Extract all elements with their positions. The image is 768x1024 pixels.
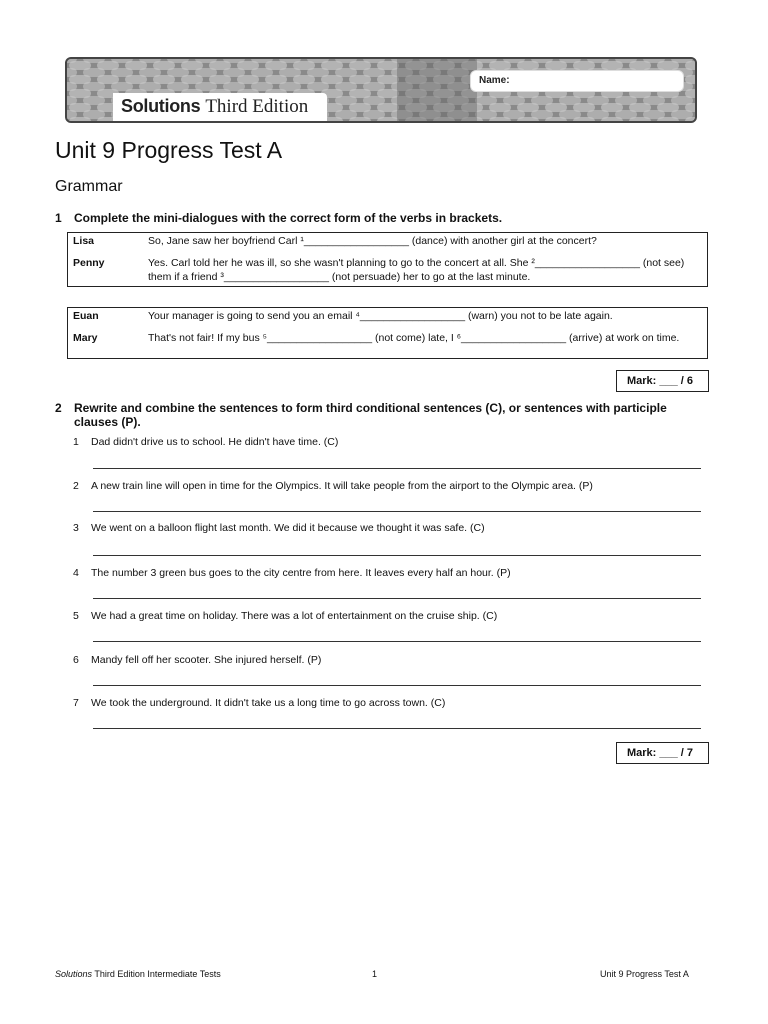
brand-edition: Third Edition bbox=[205, 96, 309, 117]
item-text: The number 3 green bus goes to the city centre from here. It leaves every half an hour. (P) bbox=[91, 567, 511, 579]
section-heading: Grammar bbox=[55, 178, 123, 195]
footer-series-name: Solutions bbox=[55, 969, 93, 979]
answer-line[interactable] bbox=[93, 598, 701, 599]
item-text: We went on a balloon flight last month. We did it because we thought it was safe. (C) bbox=[91, 522, 485, 534]
dialogue-text: Yes. Carl told her he was ill, so she wasn't planning to go to the concert at all. She ²__________________ (not see) them if a friend ³__________________ (not persuade) her to go at the last minute. bbox=[148, 257, 685, 283]
answer-line[interactable] bbox=[93, 555, 701, 556]
footer-book-title: Third Edition Intermediate Tests bbox=[92, 969, 221, 979]
speaker-name: Lisa bbox=[73, 235, 95, 247]
answer-line[interactable] bbox=[93, 641, 701, 642]
question-instruction: Rewrite and combine the sentences to form third conditional sentences (C), or sentences with participle clauses (P). bbox=[74, 401, 667, 429]
dialogue-box bbox=[67, 307, 708, 359]
mark-box[interactable]: Mark: ___ / 7 bbox=[616, 742, 709, 764]
item-text: Dad didn't drive us to school. He didn't have time. (C) bbox=[91, 436, 339, 448]
answer-line[interactable] bbox=[93, 468, 701, 469]
dialogue-text: That's not fair! If my bus ⁵__________________ (not come) late, I ⁶__________________ (arrive) at work on time. bbox=[148, 332, 680, 344]
dialogue-text: Your manager is going to send you an email ⁴__________________ (warn) you not to be late again. bbox=[148, 310, 613, 322]
item-text: Mandy fell off her scooter. She injured herself. (P) bbox=[91, 654, 322, 666]
mark-box[interactable]: Mark: ___ / 6 bbox=[616, 370, 709, 392]
footer-right: Unit 9 Progress Test A bbox=[600, 969, 689, 979]
question-number: 1 bbox=[55, 211, 62, 225]
name-field[interactable] bbox=[470, 70, 684, 92]
answer-line[interactable] bbox=[93, 511, 701, 512]
page-title: Unit 9 Progress Test A bbox=[55, 137, 283, 163]
item-number: 3 bbox=[73, 522, 79, 534]
answer-line[interactable] bbox=[93, 728, 701, 729]
question-instruction: Complete the mini-dialogues with the correct form of the verbs in brackets. bbox=[74, 211, 503, 225]
speaker-name: Mary bbox=[73, 332, 98, 344]
page-number: 1 bbox=[372, 969, 378, 979]
speaker-name: Penny bbox=[73, 257, 105, 269]
item-number: 4 bbox=[73, 567, 79, 579]
speaker-name: Euan bbox=[73, 310, 99, 322]
footer-left bbox=[55, 969, 221, 979]
brand-logo bbox=[113, 93, 327, 121]
name-label: Name: bbox=[479, 75, 510, 86]
item-number: 7 bbox=[73, 697, 79, 709]
item-number: 6 bbox=[73, 654, 79, 666]
answer-line[interactable] bbox=[93, 685, 701, 686]
item-text: A new train line will open in time for the Olympics. It will take people from the airport to the Olympic area. (P) bbox=[91, 480, 593, 492]
item-number: 1 bbox=[73, 436, 79, 448]
dialogue-text: So, Jane saw her boyfriend Carl ¹__________________ (dance) with another girl at the concert? bbox=[148, 235, 597, 247]
item-number: 5 bbox=[73, 610, 79, 622]
item-number: 2 bbox=[73, 480, 79, 492]
item-text: We had a great time on holiday. There was a lot of entertainment on the cruise ship. (C) bbox=[91, 610, 498, 622]
dialogue-box bbox=[67, 232, 708, 287]
header-banner bbox=[65, 57, 697, 123]
question-number: 2 bbox=[55, 401, 62, 415]
brand-name: Solutions bbox=[121, 96, 201, 116]
item-text: We took the underground. It didn't take us a long time to go across town. (C) bbox=[91, 697, 446, 709]
